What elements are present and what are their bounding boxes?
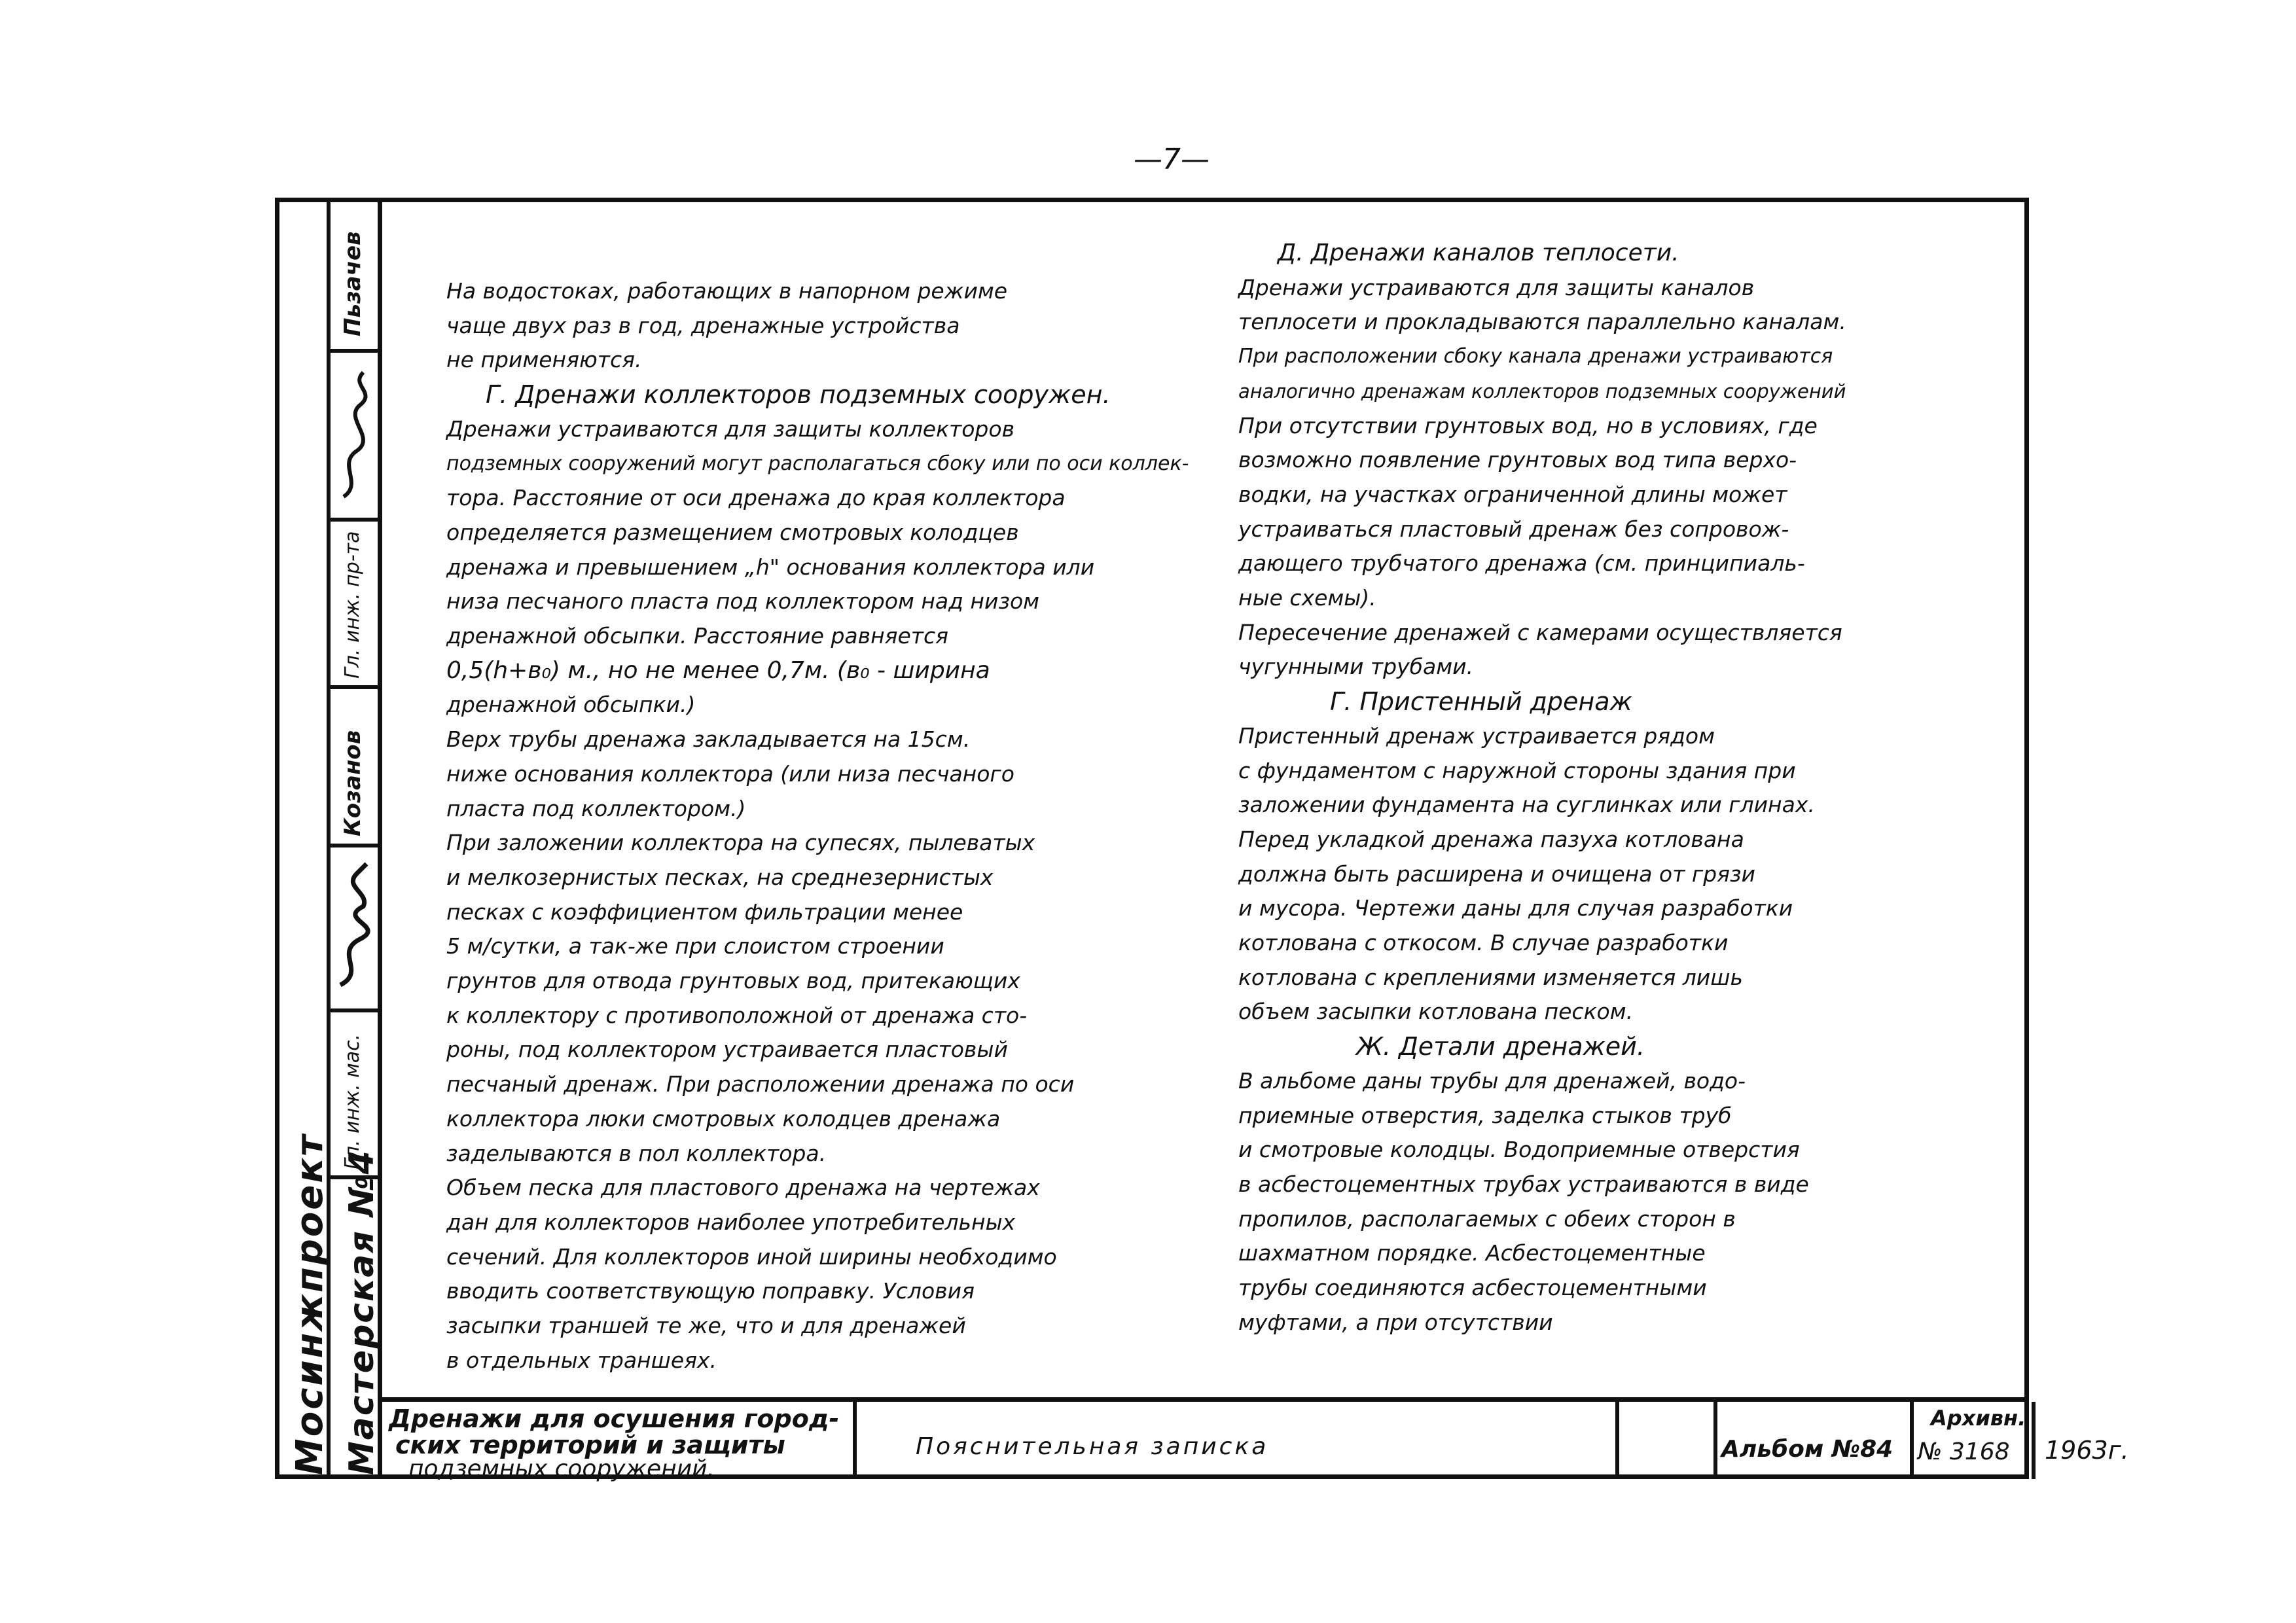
text-line: трубы соединяются асбестоцементными bbox=[1238, 1275, 1707, 1301]
text-line: и мелкозернистых песках, на среднезернистых bbox=[446, 864, 994, 890]
text-line: засыпки траншей те же, что и для дренажей bbox=[446, 1313, 966, 1339]
text-line: грунтов для отвода грунтовых вод, притекающих bbox=[446, 968, 1020, 994]
text-line: дан для коллекторов наиболее употребительных bbox=[446, 1209, 1016, 1235]
text-line: Дренажи устраиваются для защиты каналов bbox=[1238, 274, 1755, 300]
text-line: 0,5(h+в₀) м., но не менее 0,7м. (в₀ - ширина bbox=[446, 656, 990, 684]
text-line: Перед укладкой дренажа пазуха котлована bbox=[1238, 826, 1744, 852]
text-line: не применяются. bbox=[446, 347, 642, 373]
project-title-line: Дренажи для осушения город- bbox=[389, 1404, 840, 1433]
text-line: в асбестоцементных трубах устраиваются в виде bbox=[1238, 1171, 1809, 1197]
text-line: При заложении коллектора на супесях, пылеватых bbox=[446, 830, 1035, 856]
page-number: —7— bbox=[1134, 143, 1210, 176]
text-line: ные схемы). bbox=[1238, 585, 1376, 611]
text-line: водки, на участках ограниченной длины может bbox=[1238, 481, 1787, 507]
handwritten-signature-icon bbox=[331, 353, 378, 522]
section-heading: Г. Пристенный дренаж bbox=[1330, 687, 1632, 717]
signature-role: Гл. инж. мас. bbox=[341, 1033, 364, 1169]
signature-name: Пьзачев bbox=[340, 231, 366, 336]
drawing-sheet-frame bbox=[275, 198, 2129, 1482]
text-line: На водостоках, работающих в напорном режиме bbox=[446, 278, 1008, 304]
text-line: песках с коэффициентом фильтрации менее bbox=[446, 899, 963, 925]
signature-role: Гл. инж. пр-та bbox=[341, 531, 364, 679]
organization-name: Мосинжпроект bbox=[289, 1133, 331, 1475]
text-line: определяется размещением смотровых колодцев bbox=[446, 519, 1019, 545]
title-block-year bbox=[2036, 1402, 2134, 1479]
signature-cell-6 bbox=[331, 1012, 378, 1179]
text-line: котлована с откосом. В случае разработки bbox=[1238, 930, 1729, 956]
text-line: должна быть расширена и очищена от грязи bbox=[1238, 861, 1755, 887]
text-line: ниже основания коллектора (или низа песчаного bbox=[446, 760, 1014, 787]
sheet-title: Пояснительная записка bbox=[916, 1433, 1269, 1460]
text-line: Объем песка для пластового дренажа на чертежах bbox=[446, 1175, 1040, 1201]
text-line: подземных сооружений могут располагаться сбоку или по оси коллек- bbox=[446, 452, 1189, 475]
workshop-name: Мастерская №4 bbox=[342, 1149, 382, 1475]
text-line: чаще двух раз в год, дренажные устройства bbox=[446, 312, 960, 338]
text-line: пласта под коллектором.) bbox=[446, 795, 746, 821]
text-line: Пристенный дренаж устраивается рядом bbox=[1238, 722, 1715, 749]
text-line: чугунными трубами. bbox=[1238, 654, 1474, 680]
text-line: теплосети и прокладываются параллельно каналам. bbox=[1238, 309, 1846, 335]
text-line: сечений. Для коллекторов иной ширины необходимо bbox=[446, 1243, 1057, 1270]
text-line: заделываются в пол коллектора. bbox=[446, 1140, 827, 1166]
text-line: и смотровые колодцы. Водоприемные отверстия bbox=[1238, 1137, 1800, 1163]
text-line: песчаный дренаж. При расположении дренажа по оси bbox=[446, 1071, 1075, 1097]
title-block-sheet-title bbox=[857, 1402, 1619, 1479]
archive-number: № 3168 bbox=[1918, 1438, 2010, 1465]
right-text-column bbox=[1238, 236, 1991, 1340]
text-line: муфтами, а при отсутствии bbox=[1238, 1309, 1553, 1335]
text-line: При расположении сбоку канала дренажи устраиваются bbox=[1238, 345, 1833, 368]
title-block-archive bbox=[1914, 1402, 2036, 1479]
text-line: В альбоме даны трубы для дренажей, водо- bbox=[1238, 1067, 1746, 1094]
text-line: дающего трубчатого дренажа (см. принципиаль- bbox=[1238, 550, 1805, 577]
text-line: дренажной обсыпки. Расстояние равняется bbox=[446, 623, 949, 649]
text-line: приемные отверстия, заделка стыков труб bbox=[1238, 1102, 1732, 1128]
text-line: устраиваться пластовый дренаж без сопровож- bbox=[1238, 516, 1789, 542]
text-line: объем засыпки котлована песком. bbox=[1238, 999, 1634, 1025]
text-line: Верх трубы дренажа закладывается на 15см. bbox=[446, 726, 971, 753]
album-number: Альбом №84 bbox=[1721, 1436, 1893, 1463]
year: 1963г. bbox=[2045, 1436, 2129, 1465]
text-line: вводить соответствующую поправку. Условия bbox=[446, 1278, 975, 1304]
text-line: в отдельных траншеях. bbox=[446, 1347, 717, 1373]
text-line: и мусора. Чертежи даны для случая разработки bbox=[1238, 895, 1793, 921]
signature-cell-1 bbox=[331, 202, 378, 353]
text-line: возможно появление грунтовых вод типа верхо- bbox=[1238, 447, 1797, 473]
text-line: 5 м/сутки, а так-же при слоистом строении bbox=[446, 933, 944, 959]
text-line: тора. Расстояние от оси дренажа до края коллектора bbox=[446, 485, 1066, 511]
title-block-blank-cell bbox=[1619, 1402, 1717, 1479]
archive-label: Архивн. bbox=[1931, 1406, 2026, 1431]
section-heading: Г. Дренажи коллекторов подземных сооружен. bbox=[486, 380, 1111, 410]
text-line: Дренажи устраиваются для защиты коллекторов bbox=[446, 416, 1015, 442]
text-line: пропилов, располагаемых с обеих сторон в bbox=[1238, 1205, 1736, 1232]
text-line: роны, под коллектором устраивается пластовый bbox=[446, 1037, 1008, 1063]
sidebar-stamp bbox=[279, 202, 382, 1474]
section-heading: Ж. Детали дренажей. bbox=[1356, 1032, 1645, 1061]
signature-cell-4 bbox=[331, 689, 378, 847]
text-line: дренажной обсыпки.) bbox=[446, 692, 696, 718]
text-line: с фундаментом с наружной стороны здания при bbox=[1238, 757, 1796, 783]
text-line: При отсутствии грунтовых вод, но в условиях, где bbox=[1238, 412, 1818, 438]
title-block bbox=[382, 1397, 2129, 1482]
text-line: коллектора люки смотровых колодцев дренажа bbox=[446, 1105, 1001, 1132]
title-block-project-title bbox=[382, 1402, 857, 1482]
text-line: шахматном порядке. Асбестоцементные bbox=[1238, 1240, 1706, 1266]
text-line: к коллектору с противоположной от дренажа сто- bbox=[446, 1002, 1028, 1028]
signature-name: Козанов bbox=[340, 730, 366, 836]
section-heading: Д. Дренажи каналов теплосети. bbox=[1278, 240, 1679, 266]
text-line: низа песчаного пласта под коллектором над низом bbox=[446, 588, 1040, 615]
text-line: котлована с креплениями изменяется лишь bbox=[1238, 964, 1743, 990]
text-line: заложении фундамента на суглинках или глинах. bbox=[1238, 792, 1815, 818]
title-block-album bbox=[1717, 1402, 1914, 1479]
text-line: дренажа и превышением „h" основания коллектора или bbox=[446, 554, 1095, 580]
project-title-line: подземных сооружений. bbox=[408, 1455, 715, 1482]
signature-cell-3 bbox=[331, 522, 378, 689]
project-title-line: ских территорий и защиты bbox=[395, 1431, 785, 1459]
signature-cell-2 bbox=[331, 353, 378, 522]
text-line: Пересечение дренажей с камерами осуществляется bbox=[1238, 619, 1842, 645]
handwritten-signature-icon bbox=[331, 847, 378, 1012]
text-line: аналогично дренажам коллекторов подземных сооружений bbox=[1238, 380, 1846, 402]
signature-cell-5 bbox=[331, 847, 378, 1012]
